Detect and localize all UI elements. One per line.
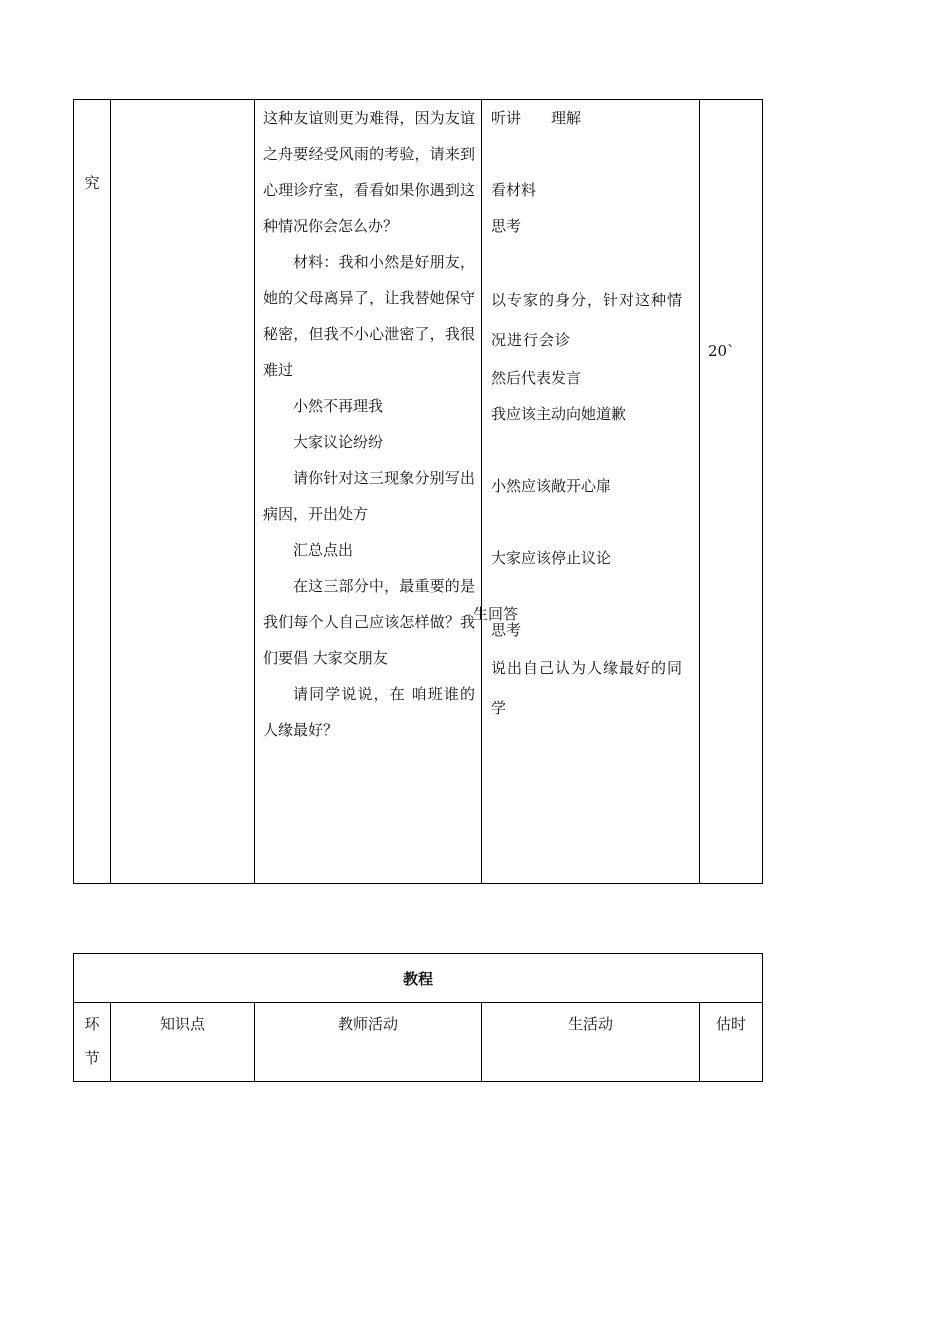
header-student-activity: 生活动 [482, 1003, 700, 1082]
stage-cell [74, 100, 111, 884]
student-line [491, 576, 691, 612]
student-line [491, 504, 691, 540]
student-line: 思考 [491, 217, 522, 235]
table-title: 教程 [74, 954, 763, 1003]
teacher-paragraph: 大家议论纷纷 [293, 433, 384, 451]
student-line [491, 432, 691, 468]
teacher-paragraph: 小然不再理我 [293, 397, 384, 415]
student-activity-cell [482, 100, 700, 884]
header-knowledge: 知识点 [111, 1003, 255, 1082]
header-teacher-activity: 教师活动 [255, 1003, 482, 1082]
student-line: 思考 [491, 621, 522, 639]
overlay-text: 生回答 [473, 605, 519, 623]
student-line [491, 136, 691, 172]
student-line: 看材料 [491, 181, 537, 199]
header-stage: 环节 [74, 1003, 111, 1082]
student-line: 然后代表发言 [491, 369, 582, 387]
stage-text: 究 [84, 174, 100, 192]
teacher-paragraph: 请同学说说，在 咱班谁的人缘最好？ [263, 685, 475, 739]
time-cell [700, 100, 763, 884]
teacher-paragraph: 请你针对这三现象分别写出病因，开出处方 [263, 469, 475, 523]
teacher-paragraph: 汇总点出 [293, 541, 354, 559]
lesson-table-top [73, 99, 763, 884]
teacher-paragraph: 材料：我和小然是好朋友，她的父母离异了，让我替她保守秘密，但我不小心泄密了，我很难过 [263, 253, 475, 379]
time-value: 20` [708, 342, 735, 360]
student-line: 小然应该敞开心扉 [491, 477, 612, 495]
student-line: 说出自己认为人缘最好的同学 [491, 659, 684, 717]
lesson-table-header [73, 953, 763, 1082]
student-line [491, 244, 691, 280]
header-time: 估时 [700, 1003, 763, 1082]
knowledge-cell [111, 100, 255, 884]
student-line: 以专家的身分，针对这种情况进行会诊 [491, 291, 684, 349]
teacher-activity-cell [255, 100, 482, 884]
teacher-paragraph: 这种友谊则更为难得，因为友谊之舟要经受风雨的考验，请来到心理诊疗室，看看如果你遇到这种情况你会怎么办？ [263, 109, 475, 235]
student-line: 听讲 理解 [491, 109, 582, 127]
teacher-paragraph: 在这三部分中，最重要的是我们每个人自己应该怎样做？我们要倡 大家交朋友 [263, 577, 475, 667]
student-line: 我应该主动向她道歉 [491, 405, 627, 423]
student-line: 大家应该停止议论 [491, 549, 612, 567]
